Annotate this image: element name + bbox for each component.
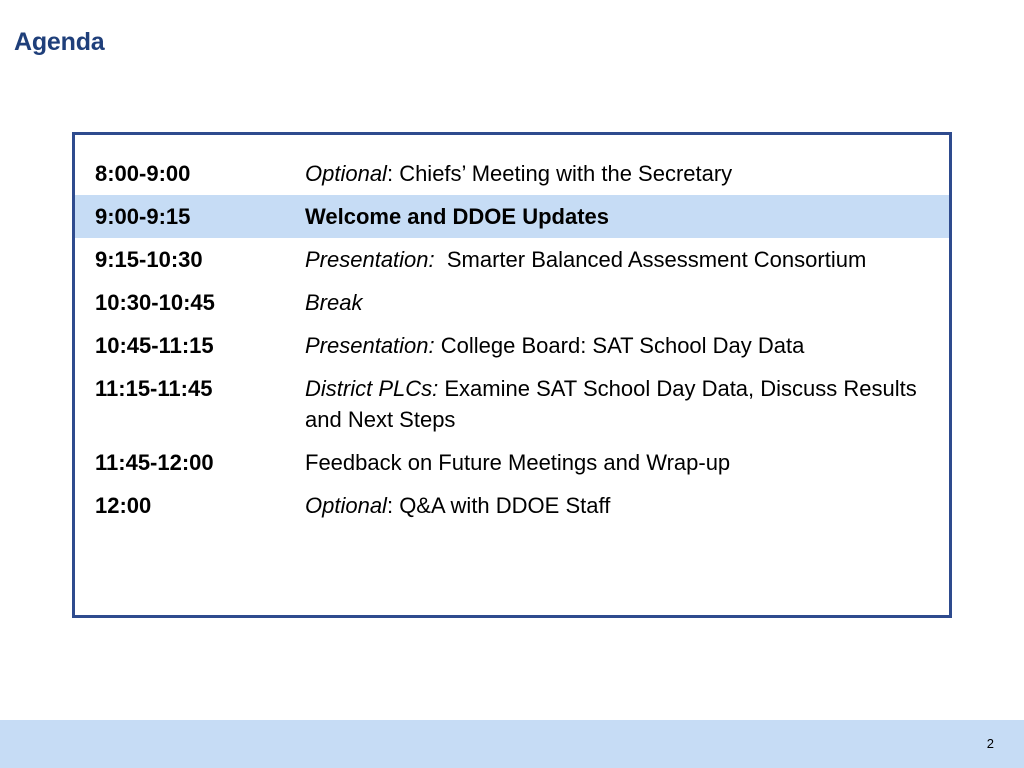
agenda-time: 8:00-9:00 — [95, 161, 191, 186]
page-number: 2 — [986, 736, 994, 751]
agenda-rows — [75, 152, 949, 527]
agenda-separator — [435, 247, 447, 272]
agenda-label: Break — [305, 290, 363, 315]
agenda-description — [305, 201, 949, 232]
agenda-description — [305, 490, 949, 521]
agenda-label: Optional — [305, 161, 387, 186]
agenda-label: Optional — [305, 493, 387, 518]
agenda-row — [75, 281, 949, 324]
agenda-label: Presentation: — [305, 333, 435, 358]
agenda-time: 10:45-11:15 — [95, 333, 214, 358]
agenda-description — [305, 373, 949, 435]
agenda-row — [75, 238, 949, 281]
agenda-row — [75, 441, 949, 484]
agenda-text: Smarter Balanced Assessment Consortium — [446, 247, 867, 272]
agenda-time: 12:00 — [95, 493, 152, 518]
agenda-row — [75, 324, 949, 367]
agenda-description — [305, 330, 949, 361]
footer-bar — [0, 720, 1024, 768]
agenda-text: Examine SAT School Day Data, Discuss Results and Next Steps — [305, 376, 917, 432]
agenda-row — [75, 484, 949, 527]
agenda-description — [305, 244, 949, 275]
agenda-description — [305, 287, 949, 318]
agenda-label: District PLCs: — [305, 376, 439, 401]
agenda-time: 10:30-10:45 — [95, 290, 215, 315]
agenda-row — [75, 367, 949, 441]
agenda-label: Presentation: — [305, 247, 435, 272]
agenda-row-highlighted — [75, 195, 949, 238]
agenda-row — [75, 152, 949, 195]
agenda-description — [305, 447, 949, 478]
agenda-description — [305, 158, 949, 189]
slide-title: Agenda — [14, 28, 105, 56]
agenda-text: Feedback on Future Meetings and Wrap-up — [305, 450, 731, 475]
agenda-separator: : — [386, 493, 400, 518]
agenda-text: College Board: SAT School Day Data — [440, 333, 805, 358]
agenda-text: Welcome and DDOE Updates — [305, 204, 609, 229]
agenda-time: 9:15-10:30 — [95, 247, 203, 272]
agenda-text: Q&A with DDOE Staff — [399, 493, 611, 518]
agenda-box — [72, 132, 952, 618]
agenda-time: 11:15-11:45 — [95, 376, 213, 401]
agenda-text: Chiefs’ Meeting with the Secretary — [399, 161, 733, 186]
agenda-time: 9:00-9:15 — [95, 204, 191, 229]
agenda-time: 11:45-12:00 — [95, 450, 214, 475]
agenda-separator: : — [386, 161, 400, 186]
